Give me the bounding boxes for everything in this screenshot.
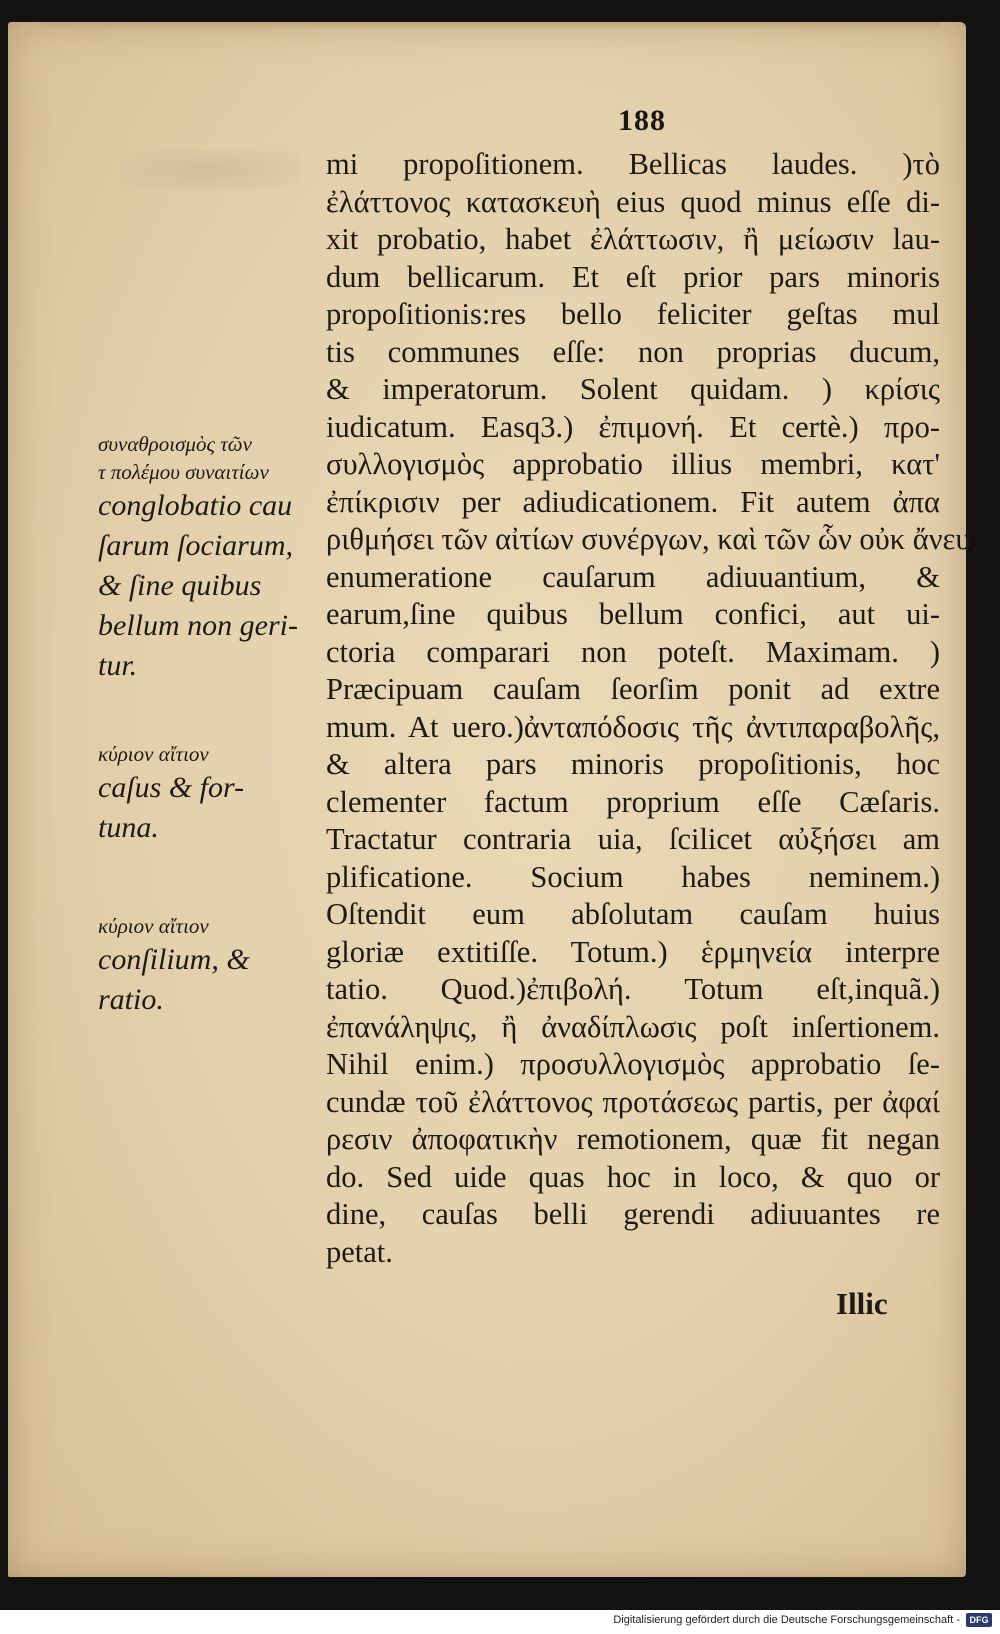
text-line: & imperatorum. Solent quidam. ) κρίσις — [326, 372, 940, 406]
margin-note-latin: ſarum ſociarum, — [98, 529, 293, 562]
text-line: ἐλάττονος κατασκευὴ eius quod minus eſſe di- — [326, 184, 940, 219]
margin-note-greek: κύριον αἴτιον — [98, 914, 209, 938]
page-stain — [120, 150, 300, 190]
margin-note-latin: ratio. — [98, 983, 164, 1016]
text-line: propoſitionis:res bello feliciter geſtas mul — [326, 297, 940, 331]
margin-note-latin: & ſine quibus — [98, 569, 262, 602]
margin-note-latin: conglobatio cau — [98, 489, 293, 522]
text-line: cundæ τοῦ ἐλάττονος προτάσεως partis, per ἀφαί — [326, 1084, 940, 1119]
funding-credit: Digitalisierung gefördert durch die Deutsche Forschungsgemeinschaft - — [613, 1614, 960, 1626]
text-line: tatio. Quod.)ἐπιβολή. Totum eſt,inquã.) — [326, 972, 940, 1006]
margin-note — [98, 912, 318, 1020]
text-line: mi propoſitionem. Bellicas laudes. )τὸ — [326, 147, 940, 181]
text-line: ctoria comparari non poteſt. Maximam. ) — [326, 634, 940, 669]
text-line: iudicatum. Easq3.) ἐπιμονή. Et certè.) προ- — [326, 409, 940, 444]
text-line: enumeratione cauſarum adiuuantium, & — [326, 559, 940, 594]
text-line: συλλογισμὸς approbatio illius membri, κατ' — [326, 447, 940, 481]
margin-note-latin: tuna. — [98, 811, 159, 844]
text-line: earum,ſine quibus bellum confici, aut ui- — [326, 597, 940, 631]
text-line: & altera pars minoris propoſitionis, hoc — [326, 747, 940, 781]
page-number: 188 — [618, 104, 666, 137]
text-line: Præcipuam cauſam ſeorſim ponit ad extre — [326, 672, 940, 706]
main-text-column — [326, 146, 979, 1271]
text-line: plificatione. Socium habes neminem.) — [326, 859, 940, 894]
text-line: petat. — [326, 1234, 393, 1269]
margin-note-latin: bellum non geri- — [98, 609, 298, 642]
dfg-logo: DFG — [966, 1613, 992, 1627]
margin-note-greek: συναθροισμὸς τῶν — [98, 432, 252, 456]
text-line: ἐπανάληψις, ἢ ἀναδίπλωσις poſt inſertionem. — [326, 1009, 940, 1044]
margin-note-greek: τ πολέμου συναιτίων — [98, 460, 269, 484]
text-line: Oſtendit eum abſolutam cauſam huius — [326, 897, 940, 931]
text-line: ἐπίκρισιν per adiudicationem. Fit autem ἀπα — [326, 484, 940, 519]
text-line: Nihil enim.) προσυλλογισμὸς approbatio ſe- — [326, 1047, 940, 1081]
text-line: ρεσιν ἀποφατικὴν remotionem, quæ fit negan — [326, 1122, 940, 1156]
page-edge-shadow — [40, 22, 940, 30]
text-line: clementer factum proprium eſſe Cæſaris. — [326, 784, 940, 819]
text-line: gloriæ extitiſſe. Totum.) ἑρμηνεία interpre — [326, 934, 940, 969]
text-line: dum bellicarum. Et eſt prior pars minoris — [326, 259, 940, 294]
catchword: Illic — [836, 1286, 888, 1321]
margin-note — [98, 430, 318, 686]
text-line: mum. At uero.)ἀνταπόδοσις τῆς ἀντιπαραβολῆς, — [326, 709, 940, 744]
text-line: tis communes eſſe: non proprias ducum, — [326, 334, 940, 369]
text-line: dine, cauſas belli gerendi adiuuantes re — [326, 1197, 940, 1231]
margin-note-latin: tur. — [98, 649, 138, 682]
margin-note — [98, 740, 318, 848]
text-line: do. Sed uide quas hoc in loco, & quo or — [326, 1159, 940, 1194]
margin-note-latin: conſilium, & — [98, 943, 250, 976]
text-line: ριθμήσει τῶν αἰτίων συνέργων, καὶ τῶν ὧν οὐκ ἄνευ, — [326, 522, 979, 556]
text-line: Tractatur contraria uia, ſcilicet αὐξήσει am — [326, 822, 940, 856]
margin-note-latin: caſus & for- — [98, 771, 245, 804]
text-line: xit probatio, habet ἐλάττωσιν, ἢ μείωσιν lau- — [326, 222, 940, 256]
margin-note-greek: κύριον αἴτιον — [98, 742, 209, 766]
